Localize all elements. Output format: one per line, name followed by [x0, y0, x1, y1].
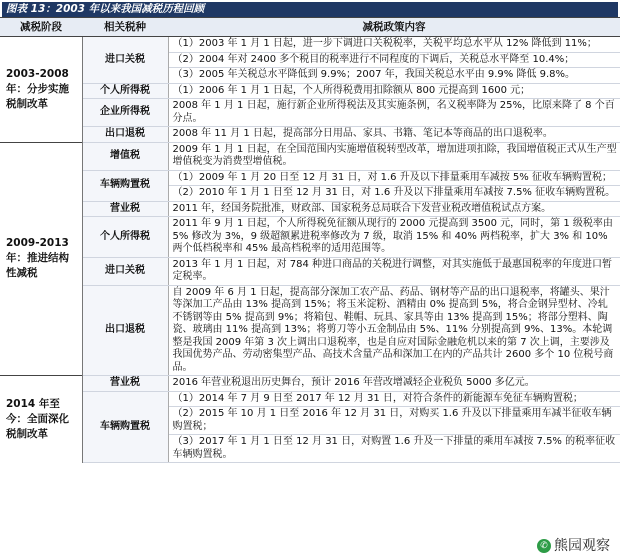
policy-cell: 2013 年 1 月 1 日起，对 784 种进口商品的关税进行调整，对其实施低于最惠国税率的年度进口暂定税率。 [168, 257, 620, 285]
header-policy: 减税政策内容 [168, 18, 620, 37]
table-row [0, 142, 620, 170]
table-row [0, 201, 620, 217]
tax-type-cell: 车辆购置税 [82, 170, 168, 201]
policy-cell: 2016 年营业税退出历史舞台，预计 2016 年营改增减轻企业税负 5000 多亿元。 [168, 376, 620, 392]
table-row [0, 257, 620, 285]
tax-type-cell: 个人所得税 [82, 83, 168, 99]
table-body [0, 37, 620, 463]
stage-cell: 2014 年至今：全面深化税制改革 [0, 376, 82, 463]
table-row [0, 37, 620, 53]
policy-cell: （3）2017 年 1 月 1 日至 12 月 31 日，对购置 1.6 升及一下排量的乘用车减按 7.5% 的税率征收车辆购置税。 [168, 435, 620, 463]
header-stage: 减税阶段 [0, 18, 82, 37]
policy-cell: 2009 年 1 月 1 日起，在全国范围内实施增值税转型改革，增加进项扣除，我国增值税正式从生产型增值税变为消费型增值税。 [168, 142, 620, 170]
policy-cell: （1）2003 年 1 月 1 日起，进一步下调进口关税税率，关税平均总水平从 12% 降低到 11%； [168, 37, 620, 53]
tax-type-cell: 增值税 [82, 142, 168, 170]
table-row [0, 83, 620, 99]
policy-cell: （2）2004 年对 2400 多个税目的税率进行不同程度的下调后，关税总水平降至 10.4%； [168, 52, 620, 68]
policy-cell: 2011 年，经国务院批准，财政部、国家税务总局联合下发营业税改增值税试点方案。 [168, 201, 620, 217]
tax-type-cell: 进口关税 [82, 257, 168, 285]
policy-cell: （1）2009 年 1 月 20 日至 12 月 31 日，对 1.6 升及以下排量乘用车减按 5% 征收车辆购置税； [168, 170, 620, 186]
tax-cut-history-table [0, 17, 620, 463]
tax-type-cell: 进口关税 [82, 37, 168, 84]
tax-type-cell: 营业税 [82, 201, 168, 217]
tax-type-cell: 车辆购置税 [82, 391, 168, 463]
policy-cell: 2011 年 9 月 1 日起，个人所得税免征额从现行的 2000 元提高到 3500 元，同时，第 1 级税率由 5% 修改为 3%，9 级超额累进税率修改为 7 级，取消 15% 和 40% 两档税率，扩大 3% 和 10% 两个低档税率和 45% 最高档税率的适用范围等。 [168, 217, 620, 258]
tax-type-cell: 营业税 [82, 376, 168, 392]
tax-type-cell: 个人所得税 [82, 217, 168, 258]
table-row [0, 217, 620, 258]
header-row [0, 18, 620, 37]
table-row [0, 99, 620, 127]
stage-cell: 2003-2008 年：分步实施税制改革 [0, 37, 82, 143]
tax-type-cell: 出口退税 [82, 285, 168, 376]
watermark-text: 熊园观察 [554, 538, 610, 554]
policy-cell: （1）2014 年 7 月 9 日至 2017 年 12 月 31 日，对符合条件的新能源车免征车辆购置税； [168, 391, 620, 407]
table-row [0, 391, 620, 407]
figure-title: 图表 13：2003 年以来我国减税历程回顾 [2, 2, 618, 17]
policy-cell: 2008 年 11 月 1 日起，提高部分日用品、家具、书籍、笔记本等商品的出口退税率。 [168, 127, 620, 143]
table-row [0, 170, 620, 186]
header-tax: 相关税种 [82, 18, 168, 37]
wechat-icon: ✆ [537, 539, 551, 553]
policy-cell: （2）2015 年 10 月 1 日至 2016 年 12 月 31 日，对购买 1.6 升及以下排量乘用车减半征收车辆购置税； [168, 407, 620, 435]
policy-cell: （2）2010 年 1 月 1 日至 12 月 31 日，对 1.6 升及以下排量乘用车减按 7.5% 征收车辆购置税。 [168, 186, 620, 202]
table-row [0, 376, 620, 392]
table-row [0, 127, 620, 143]
watermark [533, 534, 614, 556]
policy-cell: 自 2009 年 6 月 1 日起，提高部分深加工农产品、药品、钢材等产品的出口退税率，将罐头、果汁等深加工产品由 13% 提高到 15%；将玉米淀粉、酒精由 0% 提高到 5%，将合金钢异型材、冷轧不锈钢等由 5% 提高到 9%；将箱包、鞋帽、玩具、家具等由 13% 提高到 15%；将部分塑料、陶瓷、玻璃由 11% 提高到 13%；将剪刀等小五金制品由 5%、11% 分别提高到 9%、13%。本轮调整是我国 2009 年第 3 次上调出口退税率，也是自应对国际金融危机以来的第 7 次上调，主要涉及我国优势产品、劳动密集型产品、高技术含量产品和深加工在内的产品共计 2600 多个 10 位税号商品。 [168, 285, 620, 376]
stage-cell: 2009-2013 年：推进结构性减税 [0, 142, 82, 376]
tax-type-cell: 出口退税 [82, 127, 168, 143]
tax-type-cell: 企业所得税 [82, 99, 168, 127]
policy-cell: （1）2006 年 1 月 1 日起，个人所得税费用扣除额从 800 元提高到 1600 元； [168, 83, 620, 99]
policy-cell: 2008 年 1 月 1 日起，施行新企业所得税法及其实施条例，名义税率降为 25%，比原来降了 8 个百分点。 [168, 99, 620, 127]
policy-cell: （3）2005 年关税总水平降低到 9.9%；2007 年，我国关税总水平由 9.9% 降低 9.8%。 [168, 68, 620, 84]
table-row [0, 285, 620, 376]
